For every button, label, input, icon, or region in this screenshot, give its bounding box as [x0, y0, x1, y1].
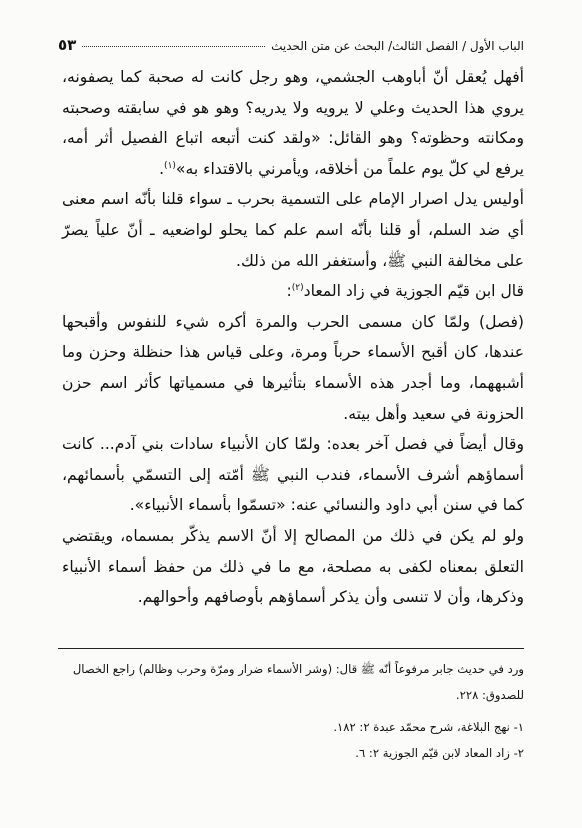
footnote-divider [58, 648, 524, 649]
paragraph-1-end: . [159, 159, 165, 178]
main-text [62, 62, 524, 613]
page-number: ٥٣ [58, 36, 77, 54]
paragraph-6: ولو لم يكن في ذلك من المصالح إلا أنّ الاسم يذكّر بمسماه، ويقتضي التعلق بمعناه لكفى به مصلحة، مع ما في ذلك من حفظ أسماء الأنبياء وذكرها، وأن لا تنسى وأن يذكر أسماؤهم بأوصافهم وأحوالهم. [62, 526, 524, 607]
paragraph-1-text: أفهل يُعقل أنّ أباوهب الجشمي، وهو رجل كانت له صحبة كما يصفونه، يروي هذا الحديث وعلي لا يرويه ولا يدريه؟ وهو هو في سابقته وصحبته ومكانته وحظوته؟ وهو القائل: «ولقد كنت أتبعه اتباع الفصيل أثر أمه، يرفع لي كلّ يوم علماً من أخلاقه، ويأمرني بالاقتداء به» [62, 68, 524, 178]
paragraph-2: أوليس يدل اصرار الإمام على التسمية بحرب ـ سواء قلنا بأنّه اسم معنى أي ضد السلم، أو قلنا بأنّه اسم علم كما يحلو لواضعيه ـ أنّ علياً يصرّ على مخالفة النبي ﷺ، وأستغفر الله من ذلك. [62, 190, 524, 270]
running-title: الباب الأول / الفصل الثالث/ البحث عن متن الحديث [271, 39, 524, 53]
paragraph-3-text: قال ابن قيّم الجوزية في زاد المعاد [303, 282, 524, 301]
footnote-1: ١- نهج البلاغة، شرح محمّد عبدة ٢: ١٨٢. [333, 720, 524, 734]
paragraph-3-end: : [286, 282, 292, 301]
footnote-lead: ورد في حديث جابر مرفوعاً أنّه ﷺ قال: (وشر الأسماء ضرار ومرّة وحرب وظالم) راجع الخصال للصدوق: ٢٢٨. [72, 662, 524, 702]
leader-dots [82, 46, 265, 47]
paragraph-1 [62, 62, 524, 184]
paragraph-3 [62, 276, 524, 307]
footnotes [62, 656, 524, 766]
footnote-ref-1: (١) [164, 160, 176, 171]
footnote-ref-2: (٢) [291, 282, 304, 293]
paragraph-5: وقال أيضاً في فصل آخر بعده: ولمّا كان الأنبياء سادات بني آدم... كانت أسماؤهم أشرف الأسماء، فندب النبي ﷺ أمّته إلى التسمّي بأسمائهم، كما في سنن أبي داود والنسائي عنه: «تسمّوا بأسماء الأنبياء». [62, 435, 524, 515]
paragraph-4: (فصل) ولمّا كان مسمى الحرب والمرة أكره شيء للنفوس وأقبحها عندها، كان أقبح الأسماء حرباً ومرة، وعلى قياس هذا حنظلة وحزن وما أشبههما، وما أجدر هذه الأسماء بتأثيرها في مسمياتها كأثر اسم حزن الحزونة في سعيد وأهل بيته. [62, 312, 524, 423]
running-header [58, 36, 524, 58]
footnote-2: ٢- زاد المعاد لابن قيّم الجوزية ٢: ٦. [355, 746, 524, 760]
